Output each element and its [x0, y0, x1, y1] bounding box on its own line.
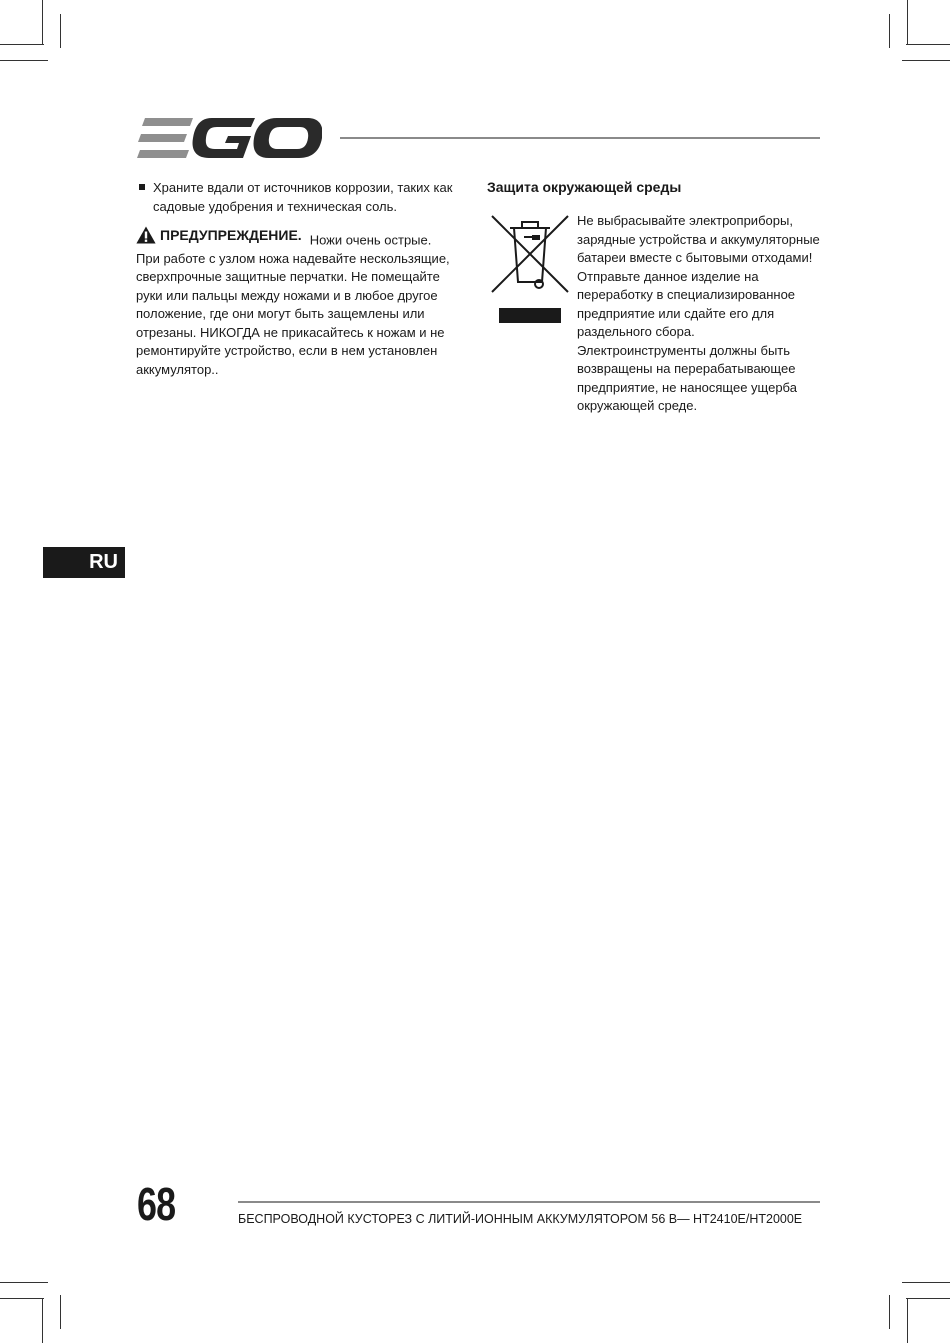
crop-mark	[889, 1295, 890, 1329]
crop-mark	[60, 1295, 61, 1329]
bullet-text: Храните вдали от источников коррозии, таких как садовые удобрения и техническая соль.	[153, 180, 453, 214]
warning-heading	[136, 226, 310, 245]
crop-mark	[42, 1298, 43, 1343]
bullet-square-icon	[139, 184, 145, 190]
crop-mark	[0, 44, 44, 45]
warning-lead: Ножи очень острые.	[309, 232, 432, 248]
crop-mark	[42, 0, 43, 44]
warning-triangle-icon	[136, 226, 156, 244]
warning-block	[136, 226, 456, 379]
environment-section	[487, 212, 827, 416]
crop-mark	[907, 0, 908, 44]
crop-mark	[60, 14, 61, 48]
ego-logo	[137, 116, 322, 160]
list-item	[136, 178, 456, 216]
environment-text: Не выбрасывайте электроприборы, зарядные устройства и аккумуляторные батареи вместе с бытовыми отходами! Отправьте данное изделие на переработку в специализированное предприятие или сдайте его для раздельного сбора. Электроинструменты должны быть возвращены на перерабатывающее предприятие, не наносящее ущерба окружающей среде.	[577, 213, 820, 413]
crop-mark	[902, 1282, 950, 1283]
crop-mark	[906, 1298, 950, 1299]
language-tab	[43, 547, 125, 578]
crop-mark	[0, 1282, 48, 1283]
crop-mark	[907, 1298, 908, 1343]
crop-mark	[902, 60, 950, 61]
weee-crossed-bin-icon	[490, 212, 570, 327]
header-rule	[340, 137, 820, 139]
warning-label: ПРЕДУПРЕЖДЕНИЕ.	[160, 227, 302, 243]
crop-mark	[889, 14, 890, 48]
crop-mark	[0, 60, 48, 61]
left-column	[136, 178, 456, 379]
footer-product-title: БЕСПРОВОДНОЙ КУСТОРЕЗ С ЛИТИЙ-ИОННЫМ АККУМУЛЯТОРОМ 56 В— HT2410E/HT2000E	[238, 1212, 803, 1226]
crop-mark	[906, 44, 950, 45]
language-code: RU	[89, 551, 118, 573]
section-title: Защита окружающей среды	[487, 179, 682, 195]
warning-body: При работе с узлом ножа надевайте нескользящие, сверхпрочные защитные перчатки. Не помещайте руки или пальцы между ножами и в любое другое положение, где они могут быть защемлены или отрезаны. НИКОГДА не прикасайтесь к ножам и не ремонтируйте устройство, если в нем установлен аккумулятор..	[136, 250, 450, 377]
crop-mark	[0, 1298, 44, 1299]
right-column	[487, 178, 827, 416]
footer-rule	[238, 1201, 820, 1203]
page-number: 68	[137, 1178, 176, 1230]
